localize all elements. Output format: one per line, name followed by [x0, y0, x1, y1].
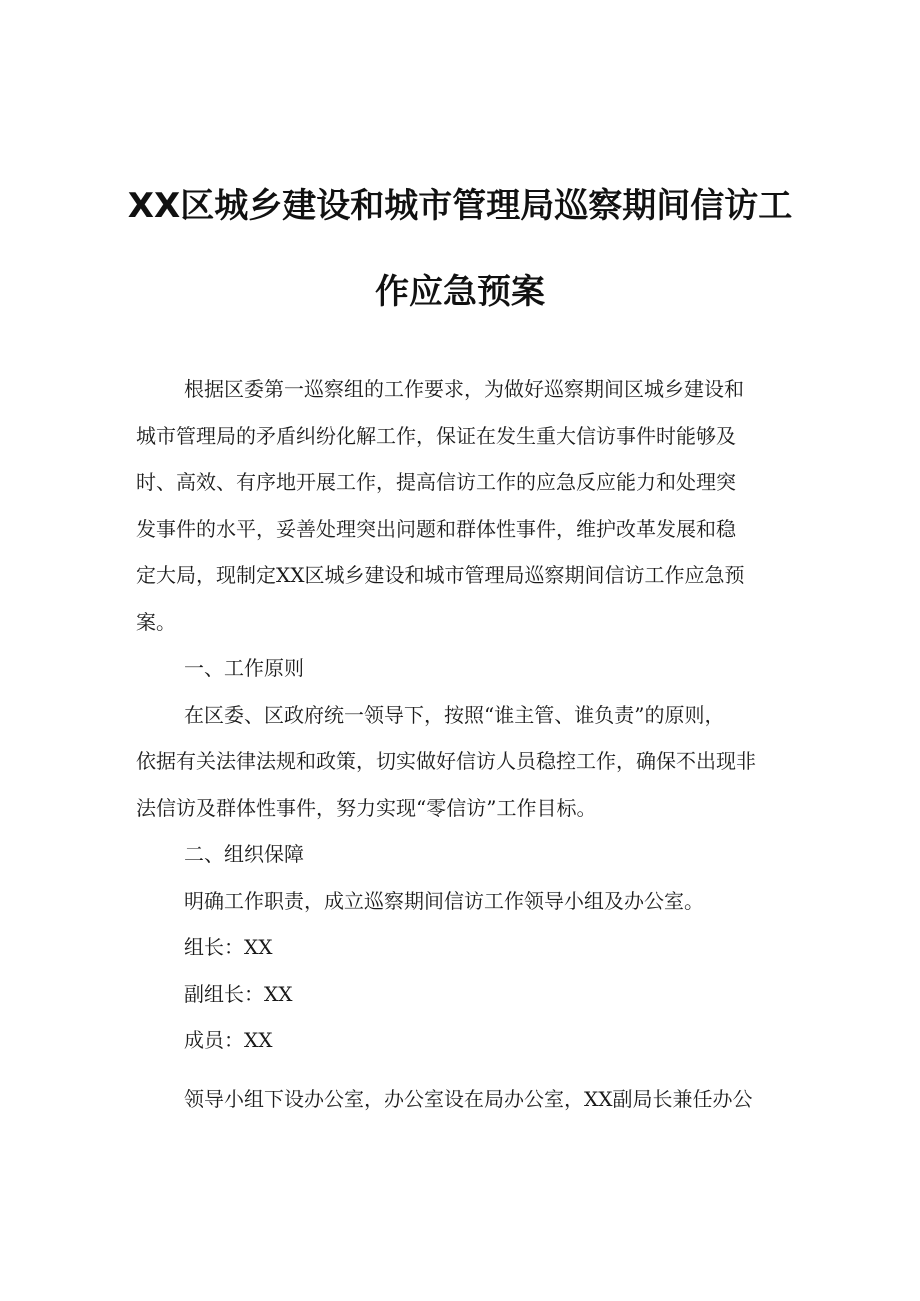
- section-heading-principles: 一、工作原则: [184, 656, 304, 680]
- document-title-line-2: 作应急预案: [375, 272, 545, 312]
- paragraph-office-line-1: 领导小组下设办公室，办公室设在局办公室，XX副局长兼任办公: [184, 1086, 753, 1111]
- paragraph-intro-line-2: 城市管理局的矛盾纠纷化解工作，保证在发生重大信访事件时能够及: [136, 423, 736, 448]
- group-leader-line: 组长：XX: [184, 935, 273, 959]
- paragraph-intro-line-3: 时、高效、有序地开展工作，提高信访工作的应急反应能力和处理突: [136, 470, 736, 494]
- deputy-leader-line: 副组长：XX: [184, 981, 293, 1006]
- paragraph-intro-line-6: 案。: [136, 609, 176, 634]
- members-line: 成员：XX: [184, 1028, 273, 1052]
- paragraph-principles-line-3: 法信访及群体性事件，努力实现“零信访”工作目标。: [136, 795, 597, 820]
- paragraph-organization: 明确工作职责，成立巡察期间信访工作领导小组及办公室。: [184, 888, 704, 913]
- document-body: [136, 366, 796, 1122]
- paragraph-intro-line-4: 发事件的水平，妥善处理突出问题和群体性事件，维护改革发展和稳: [136, 516, 736, 541]
- section-heading-organization: 二、组织保障: [184, 842, 304, 866]
- paragraph-intro-line-1: 根据区委第一巡察组的工作要求，为做好巡察期间区城乡建设和: [184, 377, 744, 401]
- document-title-line-1: XX区城乡建设和城市管理局巡察期间信访工: [127, 186, 793, 226]
- paragraph-intro-line-5: 定大局，现制定XX区城乡建设和城市管理局巡察期间信访工作应急预: [136, 563, 745, 587]
- paragraph-gap: [136, 1064, 796, 1076]
- paragraph-principles-line-1: 在区委、区政府统一领导下，按照“谁主管、谁负责”的原则，: [184, 702, 725, 727]
- paragraph-principles-line-2: 依据有关法律法规和政策，切实做好信访人员稳控工作，确保不出现非: [136, 749, 756, 773]
